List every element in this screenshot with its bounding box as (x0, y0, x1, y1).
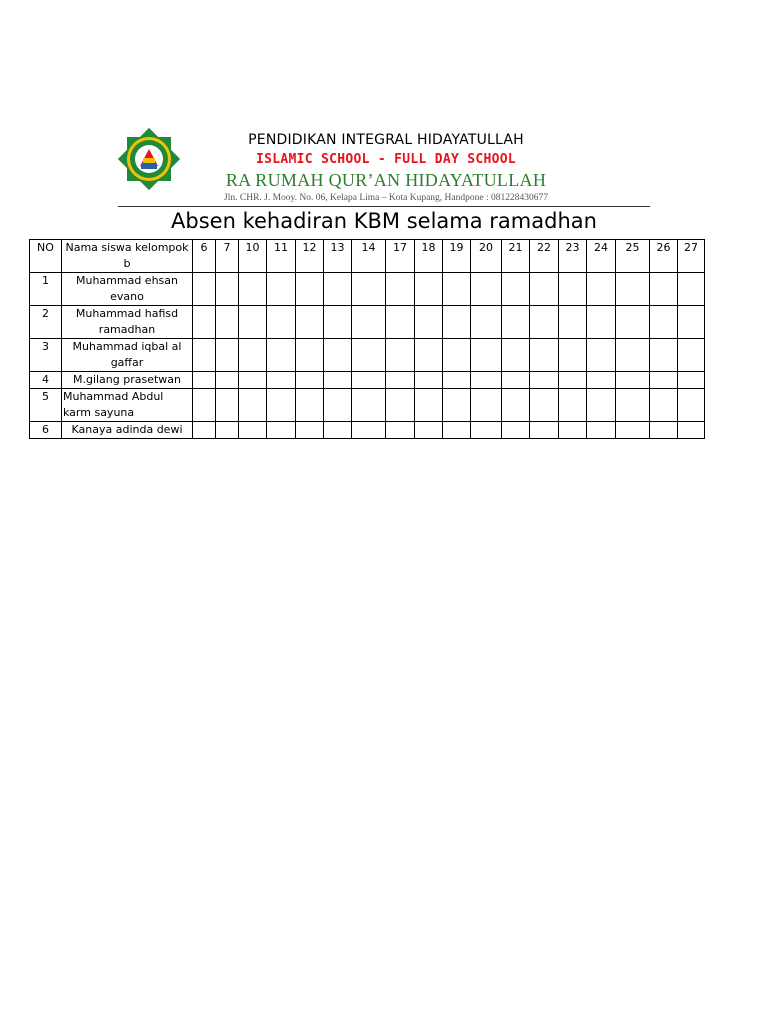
student-name: Muhammad hafisd ramadhan (62, 306, 193, 339)
attendance-cell[interactable] (587, 389, 616, 422)
attendance-cell[interactable] (415, 372, 443, 389)
attendance-cell[interactable] (587, 372, 616, 389)
attendance-cell[interactable] (296, 422, 324, 439)
col-header-day: 22 (530, 240, 559, 273)
attendance-cell[interactable] (239, 389, 267, 422)
attendance-cell[interactable] (471, 389, 502, 422)
col-header-day: 6 (193, 240, 216, 273)
attendance-cell[interactable] (216, 306, 239, 339)
attendance-cell[interactable] (386, 372, 415, 389)
col-header-day: 18 (415, 240, 443, 273)
attendance-cell[interactable] (267, 372, 296, 389)
attendance-cell[interactable] (324, 422, 352, 439)
attendance-cell[interactable] (296, 339, 324, 372)
attendance-cell[interactable] (650, 273, 678, 306)
attendance-cell[interactable] (471, 422, 502, 439)
attendance-cell[interactable] (587, 339, 616, 372)
attendance-cell[interactable] (216, 339, 239, 372)
attendance-cell[interactable] (530, 339, 559, 372)
attendance-cell[interactable] (443, 306, 471, 339)
attendance-cell[interactable] (443, 339, 471, 372)
attendance-cell[interactable] (352, 422, 386, 439)
table-row (30, 306, 705, 339)
col-header-day: 27 (678, 240, 705, 273)
attendance-cell[interactable] (678, 372, 705, 389)
attendance-cell[interactable] (471, 306, 502, 339)
attendance-cell[interactable] (587, 422, 616, 439)
attendance-cell[interactable] (296, 306, 324, 339)
attendance-cell[interactable] (678, 389, 705, 422)
attendance-cell[interactable] (559, 339, 587, 372)
attendance-cell[interactable] (502, 372, 530, 389)
col-header-day: 12 (296, 240, 324, 273)
attendance-cell[interactable] (296, 372, 324, 389)
page-title: Absen kehadiran KBM selama ramadhan (171, 209, 597, 233)
attendance-cell[interactable] (502, 389, 530, 422)
attendance-cell[interactable] (324, 273, 352, 306)
attendance-cell[interactable] (216, 273, 239, 306)
table-row (30, 339, 705, 372)
attendance-cell[interactable] (559, 389, 587, 422)
attendance-cell[interactable] (386, 339, 415, 372)
attendance-cell[interactable] (193, 372, 216, 389)
attendance-cell[interactable] (559, 372, 587, 389)
attendance-cell[interactable] (530, 422, 559, 439)
attendance-cell[interactable] (587, 306, 616, 339)
col-header-day: 20 (471, 240, 502, 273)
attendance-cell[interactable] (530, 389, 559, 422)
table-row (30, 422, 705, 439)
col-header-day: 17 (386, 240, 415, 273)
attendance-cell[interactable] (678, 306, 705, 339)
attendance-cell[interactable] (239, 372, 267, 389)
attendance-cell[interactable] (616, 306, 650, 339)
header-divider (118, 206, 650, 207)
attendance-cell[interactable] (324, 339, 352, 372)
row-number: 6 (30, 422, 62, 439)
attendance-cell[interactable] (415, 306, 443, 339)
col-header-day: 10 (239, 240, 267, 273)
attendance-cell[interactable] (587, 273, 616, 306)
table-header-row (30, 240, 705, 273)
attendance-cell[interactable] (471, 273, 502, 306)
attendance-cell[interactable] (386, 273, 415, 306)
col-header-day: 25 (616, 240, 650, 273)
attendance-cell[interactable] (559, 306, 587, 339)
col-header-day: 11 (267, 240, 296, 273)
attendance-cell[interactable] (267, 306, 296, 339)
attendance-cell[interactable] (443, 273, 471, 306)
attendance-cell[interactable] (471, 372, 502, 389)
attendance-cell[interactable] (386, 422, 415, 439)
attendance-cell[interactable] (216, 389, 239, 422)
attendance-cell[interactable] (239, 273, 267, 306)
attendance-cell[interactable] (559, 273, 587, 306)
col-header-day: 24 (587, 240, 616, 273)
col-header-day: 23 (559, 240, 587, 273)
attendance-cell[interactable] (616, 372, 650, 389)
attendance-cell[interactable] (352, 306, 386, 339)
row-number: 5 (30, 389, 62, 422)
attendance-cell[interactable] (324, 389, 352, 422)
attendance-cell[interactable] (216, 422, 239, 439)
attendance-cell[interactable] (415, 273, 443, 306)
table-row (30, 389, 705, 422)
attendance-cell[interactable] (502, 306, 530, 339)
student-name: Kanaya adinda dewi (62, 422, 193, 439)
row-number: 4 (30, 372, 62, 389)
attendance-cell[interactable] (616, 273, 650, 306)
attendance-cell[interactable] (650, 372, 678, 389)
attendance-cell[interactable] (386, 389, 415, 422)
attendance-cell[interactable] (193, 422, 216, 439)
attendance-cell[interactable] (443, 389, 471, 422)
attendance-cell[interactable] (443, 422, 471, 439)
attendance-cell[interactable] (267, 273, 296, 306)
attendance-cell[interactable] (502, 422, 530, 439)
attendance-cell[interactable] (324, 372, 352, 389)
attendance-cell[interactable] (216, 372, 239, 389)
attendance-cell[interactable] (352, 273, 386, 306)
attendance-cell[interactable] (616, 339, 650, 372)
col-header-name: Nama siswa kelompok b (62, 240, 193, 273)
attendance-cell[interactable] (502, 339, 530, 372)
col-header-day: 13 (324, 240, 352, 273)
attendance-cell[interactable] (415, 422, 443, 439)
student-name: M.gilang prasetwan (62, 372, 193, 389)
attendance-cell[interactable] (502, 273, 530, 306)
attendance-cell[interactable] (193, 306, 216, 339)
row-number: 3 (30, 339, 62, 372)
student-name: Muhammad ehsan evano (62, 273, 193, 306)
attendance-cell[interactable] (530, 372, 559, 389)
attendance-cell[interactable] (650, 339, 678, 372)
col-header-day: 21 (502, 240, 530, 273)
attendance-cell[interactable] (352, 339, 386, 372)
attendance-cell[interactable] (678, 273, 705, 306)
student-name: Muhammad iqbal al gaffar (62, 339, 193, 372)
row-number: 1 (30, 273, 62, 306)
school-logo (118, 128, 180, 190)
table-row (30, 372, 705, 389)
attendance-cell[interactable] (386, 306, 415, 339)
col-header-day: 19 (443, 240, 471, 273)
attendance-cell[interactable] (296, 273, 324, 306)
attendance-cell[interactable] (239, 306, 267, 339)
attendance-cell[interactable] (530, 273, 559, 306)
col-header-day: 26 (650, 240, 678, 273)
attendance-cell[interactable] (650, 306, 678, 339)
attendance-cell[interactable] (296, 389, 324, 422)
student-name: Muhammad Abdul karm sayuna (62, 389, 193, 422)
school-name: RA RUMAH QUR’AN HIDAYATULLAH (225, 170, 547, 190)
attendance-cell[interactable] (239, 422, 267, 439)
school-type: ISLAMIC SCHOOL - FULL DAY SCHOOL (255, 152, 517, 167)
attendance-cell[interactable] (352, 372, 386, 389)
table-row (30, 273, 705, 306)
attendance-cell[interactable] (239, 339, 267, 372)
attendance-cell[interactable] (415, 339, 443, 372)
attendance-cell[interactable] (324, 306, 352, 339)
school-address: Jln. CHR. J. Mooy. No. 06, Kelapa Lima – Kota Kupang, Handpone : 081228430677 (224, 193, 548, 203)
row-number: 2 (30, 306, 62, 339)
attendance-cell[interactable] (352, 389, 386, 422)
attendance-cell[interactable] (650, 389, 678, 422)
attendance-cell[interactable] (650, 422, 678, 439)
attendance-cell[interactable] (267, 389, 296, 422)
attendance-cell[interactable] (559, 422, 587, 439)
attendance-cell[interactable] (193, 273, 216, 306)
col-header-day: 14 (352, 240, 386, 273)
attendance-cell[interactable] (471, 339, 502, 372)
attendance-cell[interactable] (193, 339, 216, 372)
attendance-cell[interactable] (616, 389, 650, 422)
attendance-cell[interactable] (616, 422, 650, 439)
attendance-cell[interactable] (267, 422, 296, 439)
col-header-day: 7 (216, 240, 239, 273)
institution-name: PENDIDIKAN INTEGRAL HIDAYATULLAH (248, 132, 524, 148)
col-header-no: NO (30, 240, 62, 273)
attendance-cell[interactable] (193, 389, 216, 422)
attendance-cell[interactable] (678, 339, 705, 372)
attendance-cell[interactable] (415, 389, 443, 422)
attendance-table (29, 239, 705, 439)
attendance-cell[interactable] (267, 339, 296, 372)
attendance-cell[interactable] (530, 306, 559, 339)
attendance-cell[interactable] (678, 422, 705, 439)
attendance-cell[interactable] (443, 372, 471, 389)
